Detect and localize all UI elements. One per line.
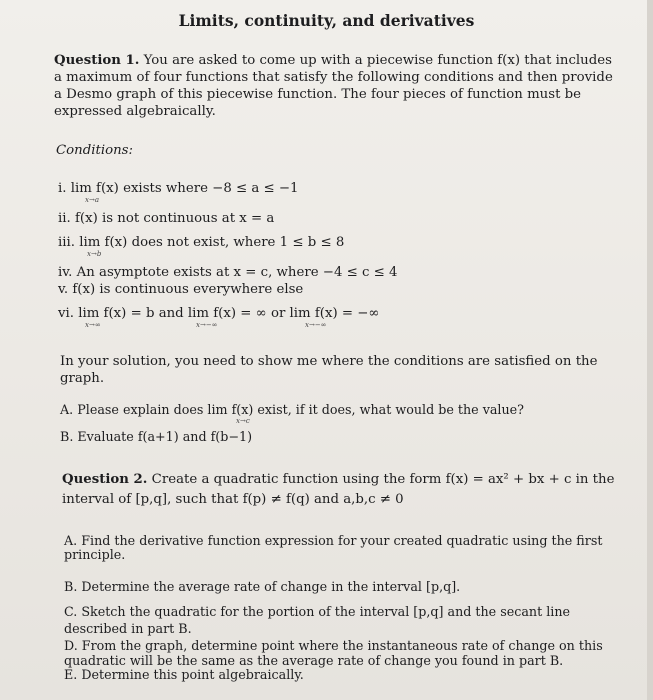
q2-part-b: B. Determine the average rate of change in the interval [p,q]. — [64, 579, 461, 594]
q2-part-c-line-1: C. Sketch the quadratic for the portion of the interval [p,q] and the secant line — [64, 604, 571, 619]
condition-vi: vi. lim f(x) = b and lim f(x) = ∞ or lim f(x) = −∞ — [58, 306, 380, 321]
conditions-heading: Conditions: — [56, 143, 133, 158]
condition-vi-limit-sub-1: x→∞ — [85, 321, 101, 329]
q2-line-2: interval of [p,q], such that f(p) ≠ f(q) and a,b,c ≠ 0 — [62, 492, 404, 507]
q2-label: Question 2. — [62, 472, 148, 487]
q1-line-1 — [54, 53, 612, 69]
condition-iii: iii. lim f(x) does not exist, where 1 ≤ b ≤ 8 — [58, 235, 345, 250]
solution-note-line-2: graph. — [60, 371, 105, 386]
q2-part-a-line-2: principle. — [64, 547, 126, 562]
condition-vi-limit-sub-3: x→−∞ — [305, 321, 327, 329]
condition-v: v. f(x) is continuous everywhere else — [58, 282, 304, 297]
page-title: Limits, continuity, and derivatives — [178, 11, 475, 30]
q1-line-4: expressed algebraically. — [54, 104, 216, 119]
q1-label: Question 1. — [54, 53, 140, 68]
q1-part-a: A. Please explain does lim f(x) exist, if it does, what would be the value? — [60, 402, 524, 417]
q2-part-c-line-2: described in part B. — [64, 621, 192, 636]
q2-part-d-line-1: D. From the graph, determine point where the instantaneous rate of change on this — [64, 638, 603, 653]
q1-line-2: a maximum of four functions that satisfy the following conditions and then provide — [54, 70, 613, 85]
q1-line-3: a Desmo graph of this piecewise function. The four pieces of function must be — [54, 87, 582, 102]
page-edge-shadow — [647, 0, 653, 700]
q2-part-e: E. Determine this point algebraically. — [64, 667, 304, 682]
q2-part-a-line-1: A. Find the derivative function expression for your created quadratic using the first — [64, 533, 603, 548]
q2-part-d-line-2: quadratic will be the same as the average rate of change you found in part B. — [64, 653, 564, 668]
q1-part-a-limit-sub: x→c — [236, 417, 250, 425]
condition-i: i. lim f(x) exists where −8 ≤ a ≤ −1 — [58, 181, 299, 196]
solution-note-line-1: In your solution, you need to show me where the conditions are satisfied on the — [60, 354, 598, 369]
q2-line-1-text: Create a quadratic function using the form f(x) = ax² + bx + c in the — [151, 472, 615, 487]
q1-part-b: B. Evaluate f(a+1) and f(b−1) — [60, 429, 253, 444]
q2-line-1 — [62, 472, 614, 488]
condition-i-limit-sub: x→a — [85, 196, 99, 204]
condition-ii: ii. f(x) is not continuous at x = a — [58, 211, 275, 226]
condition-iii-limit-sub: x→b — [87, 250, 102, 258]
condition-vi-limit-sub-2: x→−∞ — [196, 321, 218, 329]
condition-iv: iv. An asymptote exists at x = c, where −4 ≤ c ≤ 4 — [58, 265, 398, 280]
q1-line-1-text: You are asked to come up with a piecewise function f(x) that includes — [143, 53, 612, 68]
